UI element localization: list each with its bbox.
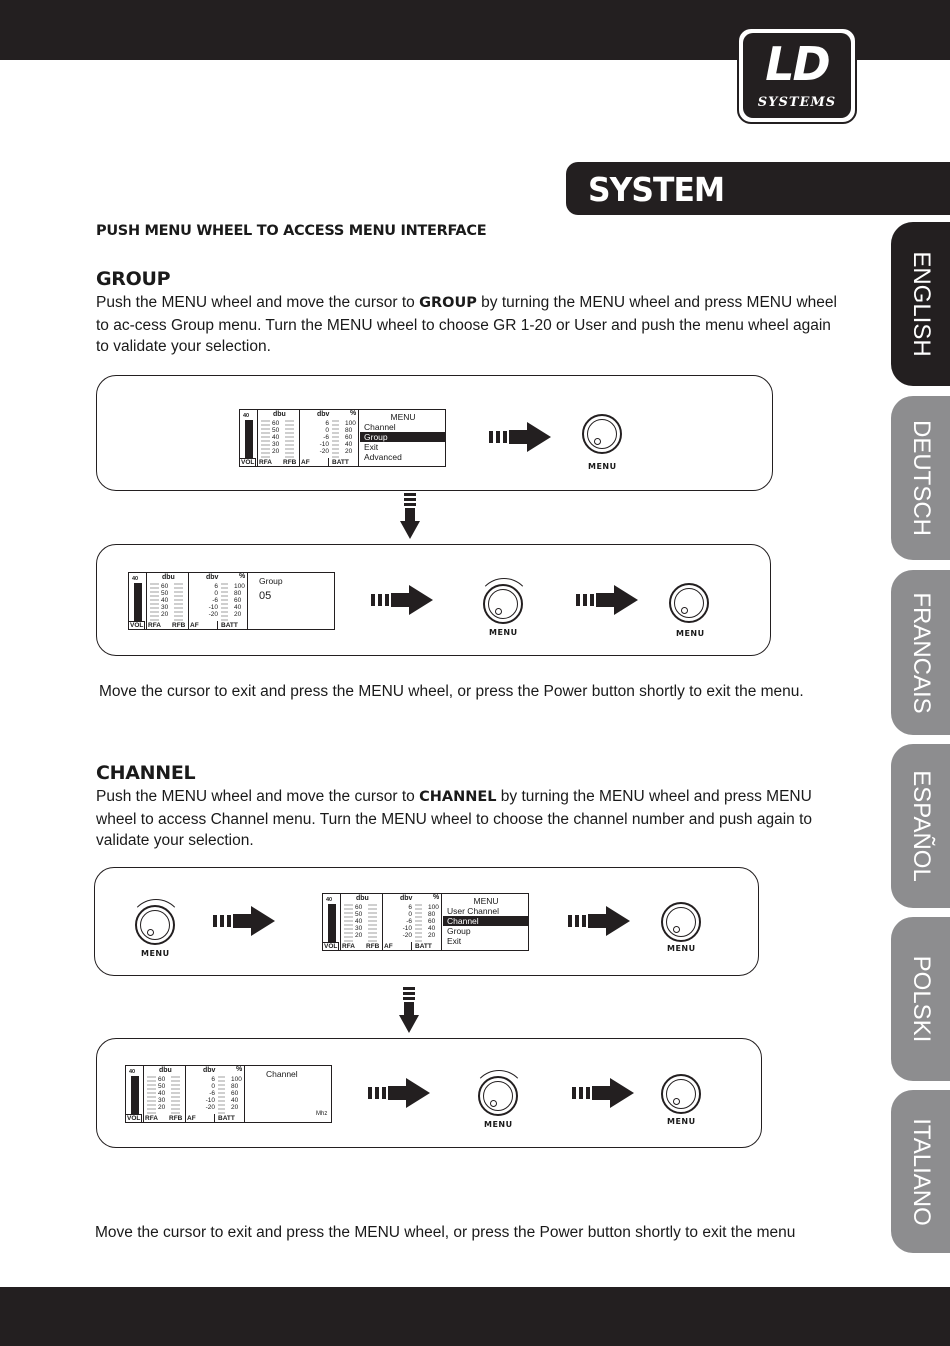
knob-label: MENU: [667, 944, 696, 953]
lcd-divider: [244, 1066, 245, 1122]
rfa-meter: [261, 420, 270, 458]
channel-edit-title: Channel: [266, 1069, 298, 1079]
lcd-divider: [441, 894, 442, 950]
rfb-meter: [368, 904, 377, 942]
logo-text: LD: [765, 37, 829, 91]
rfa-label: RFA: [148, 622, 161, 629]
group-paragraph: [96, 292, 848, 358]
menu-wheel-rotate-icon: [478, 1076, 518, 1116]
pct-scale: 100 80 60 40 20: [231, 1076, 242, 1111]
af-label: AF: [384, 943, 393, 950]
group-edit-title: Group: [259, 576, 283, 586]
section-header: [566, 162, 950, 215]
right-arrow-icon: [368, 1078, 430, 1108]
pct-label: %: [433, 894, 440, 901]
right-arrow-icon: [213, 906, 275, 936]
volume-bar: [245, 420, 253, 458]
group-heading: GROUP: [96, 268, 171, 290]
dbu-label: dbu: [162, 574, 175, 581]
menu-item-selected[interactable]: Channel: [443, 916, 529, 926]
tab-label: DEUTSCH: [907, 419, 935, 537]
channel-edit-unit: Mhz: [316, 1111, 328, 1117]
dbu-label: dbu: [159, 1067, 172, 1074]
rfa-meter: [344, 904, 353, 942]
menu-item[interactable]: User Channel: [447, 906, 499, 916]
dbv-label: dbv: [203, 1067, 216, 1074]
batt-label: BATT: [332, 459, 349, 466]
pct-label: %: [236, 1066, 243, 1073]
group-exit-note: Move the cursor to exit and press the MENU wheel, or press the Power button shortly to exit the menu.: [99, 683, 804, 700]
pct-scale: 100 80 60 40 20: [234, 583, 245, 618]
menu-item[interactable]: Group: [447, 926, 471, 936]
menu-wheel-rotate-icon: [483, 584, 523, 624]
vol-label: VOL: [241, 459, 255, 466]
lcd-screen-group-edit: [128, 572, 335, 630]
rfb-meter: [171, 1076, 180, 1114]
volume-bar: [134, 583, 142, 621]
vol-top-label: 40: [326, 897, 333, 903]
batt-label: BATT: [415, 943, 432, 950]
menu-item-selected[interactable]: Group: [360, 432, 446, 442]
tab-deutsch[interactable]: [891, 396, 950, 560]
menu-list: [360, 412, 446, 462]
tab-label: FRANCAIS: [907, 591, 935, 714]
right-arrow-icon: [572, 1078, 634, 1108]
pct-label: %: [239, 573, 246, 580]
lcd-divider: [185, 1066, 186, 1122]
tab-italiano[interactable]: [891, 1090, 950, 1253]
lcd-divider: [214, 1114, 215, 1122]
right-arrow-icon: [489, 422, 551, 452]
lcd-screen-channel-menu: [322, 893, 529, 951]
lcd-divider: [257, 410, 258, 466]
rfa-label: RFA: [259, 459, 272, 466]
dbu-scale: 60 50 40 30 20: [158, 1076, 166, 1111]
group-keyword: GROUP: [419, 295, 477, 311]
menu-list: [443, 896, 529, 946]
lcd-divider: [358, 410, 359, 466]
menu-item[interactable]: Advanced: [364, 452, 402, 462]
menu-item[interactable]: Channel: [364, 422, 396, 432]
lcd-screen-channel-edit: [125, 1065, 332, 1123]
lcd-divider: [328, 458, 329, 466]
tab-espanol[interactable]: [891, 744, 950, 908]
right-arrow-icon: [371, 585, 433, 615]
af-label: AF: [190, 622, 199, 629]
lcd-divider: [188, 573, 189, 629]
menu-wheel-icon: [669, 583, 709, 623]
lcd-divider: [217, 621, 218, 629]
pct-scale: 100 80 60 40 20: [428, 904, 439, 939]
dbu-scale: 60 50 40 30 20: [161, 583, 169, 618]
menu-item[interactable]: Exit: [447, 936, 462, 946]
right-arrow-icon: [576, 585, 638, 615]
dbv-scale: 6 0 -6 -10 -20: [208, 583, 218, 618]
lcd-screen-group-menu: [239, 409, 446, 467]
volume-bar: [328, 904, 336, 942]
pct-label: %: [350, 410, 357, 417]
channel-heading: CHANNEL: [96, 762, 196, 784]
channel-text-after: by turning the MENU wheel and press MENU wheel to access Channel menu. Turn the MENU wheel to choose the channel number and push again to validate your selection.: [96, 788, 813, 849]
group-text-before: Push the MENU wheel and move the cursor to: [96, 294, 420, 311]
channel-text-before: Push the MENU wheel and move the cursor to: [96, 788, 420, 805]
rfa-label: RFA: [145, 1115, 158, 1122]
af-label: AF: [301, 459, 310, 466]
dbv-scale: 6 0 -6 -10 -20: [402, 904, 412, 939]
dbv-scale: 6 0 -6 -10 -20: [205, 1076, 215, 1111]
knob-label: MENU: [489, 628, 518, 637]
menu-title: MENU: [390, 412, 416, 422]
knob-label: MENU: [667, 1117, 696, 1126]
bottom-bar: [0, 1287, 950, 1346]
vol-label: VOL: [127, 1115, 141, 1122]
tab-francais[interactable]: [891, 570, 950, 735]
vol-label: VOL: [130, 622, 144, 629]
down-arrow-icon: [400, 491, 420, 539]
vol-top-label: 40: [243, 413, 250, 419]
group-edit-value: 05: [259, 590, 272, 602]
vol-top-label: 40: [129, 1069, 136, 1075]
dbv-label: dbv: [206, 574, 219, 581]
dbu-scale: 60 50 40 30 20: [355, 904, 363, 939]
channel-paragraph: [96, 786, 848, 852]
dbv-scale: 6 0 -6 -10 -20: [319, 420, 329, 455]
rfb-label: RFB: [169, 1115, 183, 1122]
lcd-divider: [247, 573, 248, 629]
down-arrow-icon: [399, 985, 419, 1033]
lcd-divider: [340, 894, 341, 950]
af-meter: [332, 420, 339, 458]
right-arrow-icon: [568, 906, 630, 936]
knob-label: MENU: [588, 462, 617, 471]
channel-keyword: CHANNEL: [419, 789, 497, 805]
rfb-meter: [285, 420, 294, 458]
group-edit-display: [249, 576, 335, 601]
intro-heading: PUSH MENU WHEEL TO ACCESS MENU INTERFACE: [96, 223, 487, 239]
batt-label: BATT: [218, 1115, 235, 1122]
lcd-divider: [382, 894, 383, 950]
dbu-label: dbu: [273, 411, 286, 418]
group-text-after: by turning the MENU wheel and press MENU wheel to ac-cess Group menu. Turn the MENU wheel to choose GR 1-20 or User and push the menu wheel again to validate your selection.: [96, 294, 837, 355]
tab-english[interactable]: [891, 222, 950, 386]
lcd-divider: [299, 410, 300, 466]
menu-wheel-icon: [582, 414, 622, 454]
channel-edit-display: [246, 1069, 332, 1123]
dbv-label: dbv: [317, 411, 330, 418]
rfb-label: RFB: [172, 622, 186, 629]
logo-subtext: SYSTEMS: [757, 95, 837, 110]
af-meter: [221, 583, 228, 621]
dbv-label: dbv: [400, 895, 413, 902]
tab-label: ITALIANO: [907, 1117, 935, 1226]
af-label: AF: [187, 1115, 196, 1122]
channel-exit-note: Move the cursor to exit and press the MENU wheel, or press the Power button shortly to exit the menu: [95, 1224, 796, 1241]
tab-label: ENGLISH: [907, 251, 935, 357]
pct-scale: 100 80 60 40 20: [345, 420, 356, 455]
lcd-divider: [143, 1066, 144, 1122]
tab-label: ESPAÑOL: [907, 770, 935, 882]
knob-label: MENU: [484, 1120, 513, 1129]
knob-label: MENU: [141, 949, 170, 958]
menu-wheel-icon: [661, 1074, 701, 1114]
af-meter: [415, 904, 422, 942]
section-title: SYSTEM: [588, 170, 725, 209]
menu-item[interactable]: Exit: [364, 442, 379, 452]
tab-polski[interactable]: [891, 917, 950, 1081]
rfb-label: RFB: [283, 459, 297, 466]
dbu-scale: 60 50 40 30 20: [272, 420, 280, 455]
rfa-label: RFA: [342, 943, 355, 950]
menu-wheel-icon: [661, 902, 701, 942]
rfb-meter: [174, 583, 183, 621]
vol-top-label: 40: [132, 576, 139, 582]
rfb-label: RFB: [366, 943, 380, 950]
menu-title: MENU: [473, 896, 499, 906]
lcd-divider: [411, 942, 412, 950]
volume-bar: [131, 1076, 139, 1114]
batt-label: BATT: [221, 622, 238, 629]
dbu-label: dbu: [356, 895, 369, 902]
rfa-meter: [147, 1076, 156, 1114]
af-meter: [218, 1076, 225, 1114]
ld-systems-logo: [737, 27, 857, 124]
vol-label: VOL: [324, 943, 338, 950]
lcd-divider: [146, 573, 147, 629]
knob-label: MENU: [676, 629, 705, 638]
tab-label: POLSKI: [907, 955, 935, 1043]
menu-wheel-rotate-icon: [135, 905, 175, 945]
rfa-meter: [150, 583, 159, 621]
